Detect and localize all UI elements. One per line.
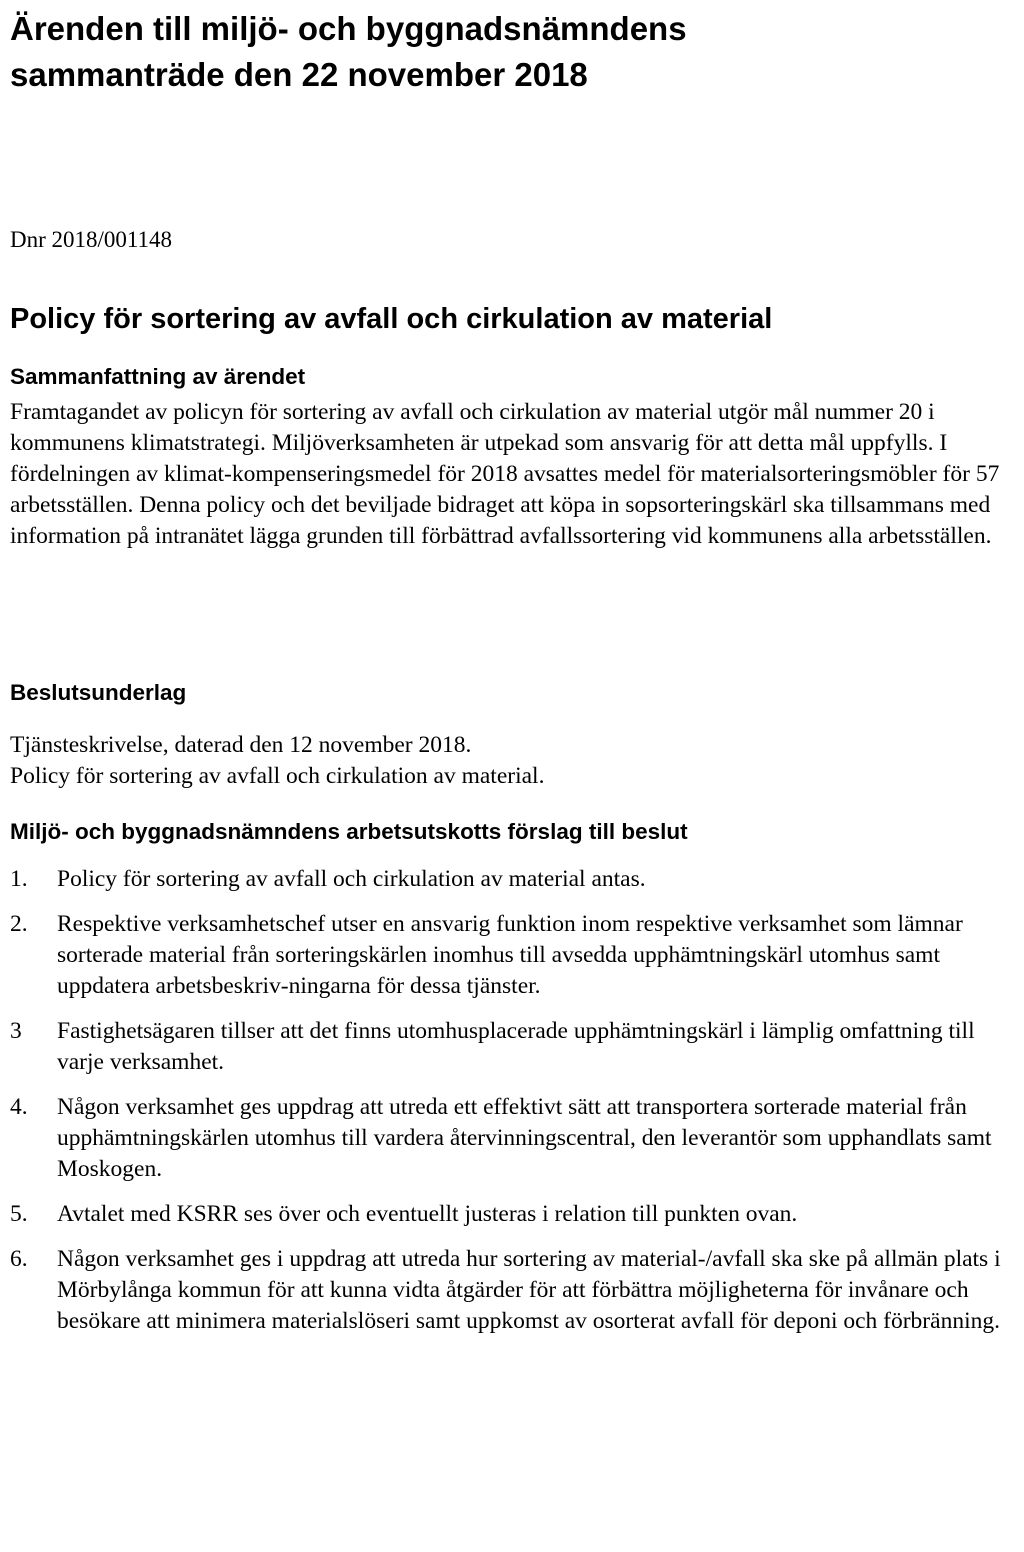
document-title (10, 6, 1010, 98)
decision-item (10, 1244, 1015, 1337)
decision-number: 5. (10, 1201, 28, 1227)
document-title-line-1: Ärenden till miljö- och byggnadsnämndens (10, 10, 687, 47)
decision-number: 6. (10, 1246, 28, 1272)
decision-number: 4. (10, 1094, 28, 1120)
decision-text: Respektive verksamhetschef utser en ansvarig funktion inom respektive verksamhet som lämnar sorterade material från sorteringskärlen inomhus till avsedda upphämtningskärl utomhus samt uppdatera arbetsbeskriv-ningarna för dessa tjänster. (57, 911, 963, 999)
decision-text: Fastighetsägaren tillser att det finns utomhusplacerade upphämtningskärl i lämplig omfattning till varje verksamhet. (57, 1018, 975, 1075)
decision-list (10, 864, 1015, 1351)
basis-list (10, 730, 1015, 792)
basis-item: Policy för sortering av avfall och cirkulation av material. (10, 763, 545, 789)
decision-item (10, 1092, 1015, 1185)
decision-item (10, 909, 1015, 1002)
summary-heading: Sammanfattning av ärendet (10, 364, 306, 389)
decision-text: Någon verksamhet ges i uppdrag att utreda hur sortering av material-/avfall ska ske på allmän plats i Mörbylånga kommun för att kunna vidta åtgärder för att förbättra möjligheterna för invånare och besökare att minimera materialslöseri samt uppkomst av osorterat avfall för deponi och förbränning. (57, 1246, 1001, 1334)
decision-item (10, 864, 1015, 895)
case-number: Dnr 2018/001148 (10, 227, 173, 252)
decision-number: 1. (10, 866, 28, 892)
decision-item (10, 1199, 1015, 1230)
decision-text: Någon verksamhet ges uppdrag att utreda ett effektivt sätt att transportera sorterade material från upphämtningskärlen utomhus till vardera återvinningscentral, den leverantör som upphandlats samt Moskogen. (57, 1094, 992, 1182)
summary-body: Framtagandet av policyn för sortering av avfall och cirkulation av material utgör mål nummer 20 i kommunens klimatstrategi. Miljöverksamheten är utpekad som ansvarig för att detta mål uppfylls. I fördelningen av klimat-kompenseringsmedel för 2018 avsattes medel för materialsorteringsmöbler för 57 arbetsställen. Denna policy och det beviljade bidraget att köpa in sopsorteringskärl ska tillsammans med information på intranätet lägga grunden till förbättrad avfallssortering vid kommunens alla arbetsställen. (10, 399, 1000, 549)
decision-item (10, 1016, 1015, 1078)
decision-number: 3 (10, 1018, 22, 1044)
decision-text: Policy för sortering av avfall och cirkulation av material antas. (57, 866, 646, 892)
proposal-heading: Miljö- och byggnadsnämndens arbetsutskotts förslag till beslut (10, 819, 688, 844)
basis-item: Tjänsteskrivelse, daterad den 12 november 2018. (10, 732, 472, 758)
decision-number: 2. (10, 911, 28, 937)
document-title-line-2: sammanträde den 22 november 2018 (10, 56, 588, 93)
policy-title: Policy för sortering av avfall och cirkulation av material (10, 303, 773, 335)
basis-heading: Beslutsunderlag (10, 680, 187, 705)
decision-text: Avtalet med KSRR ses över och eventuellt justeras i relation till punkten ovan. (57, 1201, 798, 1227)
